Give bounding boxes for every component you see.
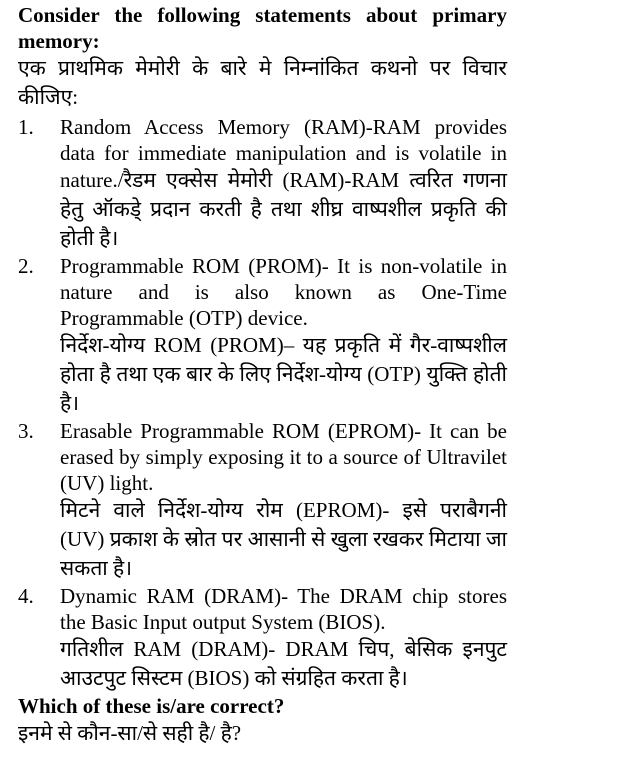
statement-item bbox=[18, 418, 507, 583]
statement-number: 2. bbox=[18, 254, 34, 278]
question-prompt-english: Which of these is/are correct? bbox=[18, 694, 285, 718]
question-page bbox=[0, 2, 625, 763]
statement-english: Erasable Programmable ROM (EPROM)- It can be erased by simply exposing it to a source of Ultravilet (UV) light. bbox=[60, 419, 507, 495]
statement-item bbox=[18, 253, 507, 418]
statement-number: 4. bbox=[18, 584, 34, 608]
statement-english: Random Access Memory (RAM)-RAM provides data for immediate manipulation and is volatile in nature./ bbox=[60, 115, 507, 192]
statement-number: 1. bbox=[18, 115, 34, 139]
statement-item bbox=[18, 583, 507, 693]
statement-item bbox=[18, 114, 507, 253]
statement-hindi: मिटने वाले निर्देश-योग्य रोम (EPROM)- इसे पराबैगनी (UV) प्रकाश के स्रोत पर आसानी से खुला रखकर मिटाया जा सकता है। bbox=[60, 498, 507, 580]
statement-text bbox=[60, 114, 507, 253]
statement-hindi: निर्देश-योग्य ROM (PROM)– यह प्रकृति में गैर-वाष्पशील होता है तथा एक बार के लिए निर्देश-योग्य (OTP) युक्ति होती है। bbox=[60, 333, 507, 415]
statement-number: 3. bbox=[18, 419, 34, 443]
question-stem-hindi: एक प्राथमिक मेमोरी के बारे मे निम्नांकित कथनो पर विचार कीजिए: bbox=[18, 56, 507, 109]
statement-hindi: गतिशील RAM (DRAM)- DRAM चिप, बेसिक इनपुट आउटपुट सिस्टम (BIOS) को संग्रहित करता है। bbox=[60, 637, 507, 690]
statement-english: Dynamic RAM (DRAM)- The DRAM chip stores the Basic Input output System (BIOS). bbox=[60, 584, 507, 634]
statement-english: Programmable ROM (PROM)- It is non-volatile in nature and is also known as One-Time Programmable (OTP) device. bbox=[60, 254, 507, 330]
question-stem-english: Consider the following statements about primary memory: bbox=[18, 3, 507, 53]
question-prompt-hindi: इनमे से कौन-सा/से सही है/ है? bbox=[18, 721, 242, 745]
statement-hindi: रैडम एक्सेस मेमोरी (RAM)-RAM त्वरित गणना हेतु ऑकडे् प्रदान करती है तथा शीघ्र वाष्पशील प्रकृति की होती है। bbox=[60, 168, 507, 250]
statement-list bbox=[18, 114, 507, 693]
